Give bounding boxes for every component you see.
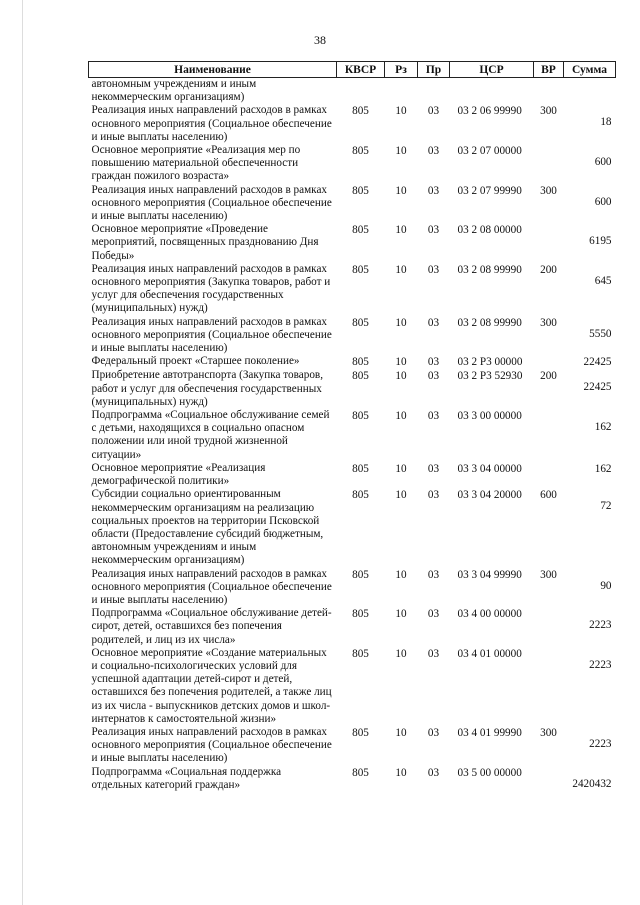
cell-pr: 03: [427, 105, 440, 118]
cell-csr: 03 4 00 00000: [457, 608, 522, 621]
cell-name: Федеральный проект «Старшее поколение»: [91, 355, 300, 368]
cell-vr: 600: [540, 489, 557, 502]
cell-csr: 03 3 04 99990: [457, 568, 522, 581]
table-row: [89, 104, 616, 144]
cell-name: Реализация иных направлений расходов в рамках основного мероприятия (Закупка товаров, работ и услуг для обеспечения государственных (муниципальных) нужд): [91, 262, 331, 315]
header-kvsr: КВСР: [337, 62, 385, 78]
cell-rz: 10: [395, 489, 407, 502]
cell-name: Основное мероприятие «Создание материальных и социально-психологических условий для успешной адаптации детей-сирот и детей, оставшихся без попечения родителей, а также лиц из их числа - выпускников детских домов и школ-интернатов к самостоятельной жизни»: [91, 646, 332, 725]
cell-csr: 03 2 08 00000: [457, 224, 522, 237]
cell-name: Подпрограмма «Социальное обслуживание семей с детьми, находящихся в социально опасном положении или иной трудной жизненной ситуации»: [91, 409, 330, 461]
table-row: [89, 462, 616, 488]
cell-kvsr: 805: [352, 568, 369, 581]
table-row: [89, 647, 616, 726]
cell-kvsr: 805: [352, 316, 369, 329]
cell-pr: 03: [427, 145, 440, 158]
cell-sum: 72: [600, 500, 612, 513]
cell-rz: 10: [395, 145, 407, 158]
cell-kvsr: [337, 78, 385, 105]
cell-csr: 03 4 01 99990: [457, 726, 522, 739]
cell-name: Подпрограмма «Социальное обслуживание детей-сирот, детей, оставшихся без попечения родителей, и лиц из их числа»: [91, 607, 332, 646]
cell-name: Реализация иных направлений расходов в рамках основного мероприятия (Социальное обеспечение и иные выплаты населению): [91, 183, 332, 223]
cell-sum: 645: [594, 274, 612, 287]
cell-sum: 5550: [589, 327, 612, 340]
cell-vr: [534, 647, 564, 726]
table-header-row: [89, 62, 616, 78]
cell-sum: 90: [600, 579, 612, 592]
cell-sum: 18: [600, 116, 612, 129]
header-rz: Рз: [385, 62, 418, 78]
cell-rz: 10: [395, 410, 407, 423]
cell-csr: 03 2 P3 00000: [457, 356, 523, 369]
cell-csr: 03 3 00 00000: [457, 410, 522, 423]
table-row: [89, 607, 616, 647]
cell-name: Основное мероприятие «Проведение мероприятий, посвященных празднованию Дня Победы»: [91, 223, 319, 262]
cell-vr: [534, 78, 564, 105]
cell-kvsr: 805: [352, 263, 369, 276]
cell-sum: 6195: [589, 235, 612, 248]
cell-kvsr: 805: [352, 356, 369, 369]
cell-pr: 03: [427, 462, 440, 475]
cell-vr: [534, 144, 564, 184]
cell-name: автономным учреждениям и иным некоммерческим организациям): [91, 78, 257, 104]
cell-vr: [534, 355, 564, 369]
cell-kvsr: 805: [352, 410, 369, 423]
header-vr: ВР: [534, 62, 564, 78]
header-csr: ЦСР: [450, 62, 534, 78]
cell-name: Реализация иных направлений расходов в рамках основного мероприятия (Социальное обеспечение и иные выплаты населению): [91, 104, 332, 143]
cell-name: Субсидии социально ориентированным некоммерческим организациям на реализацию социальных проектов на территории Псковской области (Предоставление субсидий бюджетным, автономным учреждениям и иным некоммерческим организациям): [91, 488, 324, 567]
cell-pr: 03: [427, 489, 440, 502]
cell-vr: [534, 607, 564, 647]
cell-pr: 03: [427, 184, 440, 197]
cell-kvsr: 805: [352, 608, 369, 621]
cell-rz: 10: [395, 316, 407, 329]
table-row: [89, 726, 616, 766]
cell-pr: 03: [427, 766, 440, 779]
cell-rz: 10: [395, 608, 407, 621]
table-row: [89, 355, 616, 369]
cell-sum: 162: [594, 421, 612, 434]
table-row: [89, 766, 616, 792]
cell-csr: [450, 78, 534, 105]
cell-csr: 03 3 04 00000: [457, 462, 522, 475]
cell-name: Реализация иных направлений расходов в рамках основного мероприятия (Социальное обеспечение и иные выплаты населению): [91, 315, 332, 355]
cell-rz: 10: [395, 647, 407, 660]
cell-vr: 300: [540, 316, 557, 329]
cell-sum: 162: [594, 462, 612, 475]
cell-sum: [564, 78, 616, 105]
cell-rz: 10: [395, 224, 407, 237]
cell-rz: 10: [395, 568, 407, 581]
cell-vr: [534, 223, 564, 263]
cell-name: Основное мероприятие «Реализация демографической политики»: [91, 461, 266, 488]
cell-pr: 03: [427, 316, 440, 329]
table-row: [89, 316, 616, 356]
table-row: [89, 409, 616, 462]
cell-csr: 03 2 06 99990: [457, 105, 522, 118]
cell-vr: 300: [540, 568, 557, 581]
budget-table: [88, 61, 616, 792]
cell-csr: 03 2 07 99990: [457, 184, 522, 197]
cell-pr: 03: [427, 410, 440, 423]
cell-name: Основное мероприятие «Реализация мер по повышению материальной обеспеченности граждан пожилого возраста»: [91, 144, 301, 183]
cell-name: Реализация иных направлений расходов в рамках основного мероприятия (Социальное обеспечение и иные выплаты населению): [91, 567, 332, 606]
table-row: [89, 78, 616, 105]
cell-csr: 03 2 07 00000: [457, 145, 522, 158]
cell-pr: [418, 78, 450, 105]
table-row: [89, 184, 616, 224]
cell-rz: 10: [395, 726, 407, 739]
cell-kvsr: 805: [352, 647, 369, 660]
cell-rz: 10: [395, 462, 407, 475]
cell-name: Подпрограмма «Социальная поддержка отдельных категорий граждан»: [91, 765, 282, 791]
cell-vr: 200: [540, 263, 557, 276]
cell-kvsr: 805: [352, 726, 369, 739]
cell-kvsr: 805: [352, 184, 369, 197]
cell-vr: 200: [540, 370, 557, 383]
cell-pr: 03: [427, 608, 440, 621]
table-row: [89, 369, 616, 409]
cell-csr: 03 2 08 99990: [457, 316, 522, 329]
cell-kvsr: 805: [352, 224, 369, 237]
table-row: [89, 263, 616, 316]
cell-csr: 03 5 00 00000: [457, 766, 522, 779]
cell-sum: 2223: [589, 658, 612, 671]
page-number: 38: [314, 33, 326, 47]
cell-pr: 03: [427, 647, 440, 660]
cell-rz: 10: [395, 356, 407, 369]
cell-csr: 03 3 04 20000: [457, 489, 522, 502]
cell-kvsr: 805: [352, 766, 369, 779]
header-sum: Сумма: [564, 62, 616, 78]
cell-rz: 10: [395, 766, 407, 779]
cell-vr: [534, 409, 564, 462]
cell-pr: 03: [427, 224, 440, 237]
cell-vr: 300: [540, 105, 557, 118]
cell-kvsr: 805: [352, 145, 369, 158]
header-name: Наименование: [89, 62, 337, 78]
cell-sum: 2420432: [572, 777, 612, 790]
cell-kvsr: 805: [352, 489, 369, 502]
cell-rz: 10: [395, 184, 407, 197]
cell-vr: [534, 766, 564, 792]
cell-name: Реализация иных направлений расходов в рамках основного мероприятия (Социальное обеспечение и иные выплаты населению): [91, 725, 332, 765]
scan-margin-line: [22, 0, 23, 905]
cell-csr: 03 4 01 00000: [457, 647, 522, 660]
cell-kvsr: 805: [352, 370, 369, 383]
cell-sum: 600: [594, 195, 612, 208]
cell-pr: 03: [427, 568, 440, 581]
cell-sum: 600: [594, 156, 612, 169]
cell-pr: 03: [427, 356, 440, 369]
cell-pr: 03: [427, 263, 440, 276]
cell-vr: [534, 462, 564, 488]
cell-sum: 22425: [583, 381, 612, 394]
cell-sum: 2223: [589, 619, 612, 632]
cell-rz: 10: [395, 263, 407, 276]
cell-csr: 03 2 08 99990: [457, 263, 522, 276]
cell-vr: 300: [540, 726, 557, 739]
table-row: [89, 488, 616, 567]
cell-csr: 03 2 P3 52930: [457, 370, 523, 383]
table-row: [89, 144, 616, 184]
cell-sum: 2223: [589, 737, 612, 750]
table-row: [89, 223, 616, 263]
header-pr: Пр: [418, 62, 450, 78]
cell-pr: 03: [427, 370, 440, 383]
cell-kvsr: 805: [352, 105, 369, 118]
cell-pr: 03: [427, 726, 440, 739]
cell-kvsr: 805: [352, 462, 369, 475]
cell-rz: [385, 78, 418, 105]
cell-rz: 10: [395, 370, 407, 383]
cell-name: Приобретение автотранспорта (Закупка товаров, работ и услуг для обеспечения государственных (муниципальных) нужд): [91, 369, 323, 408]
cell-vr: 300: [540, 184, 557, 197]
cell-sum: 22425: [583, 356, 612, 369]
table-row: [89, 568, 616, 608]
cell-rz: 10: [395, 105, 407, 118]
